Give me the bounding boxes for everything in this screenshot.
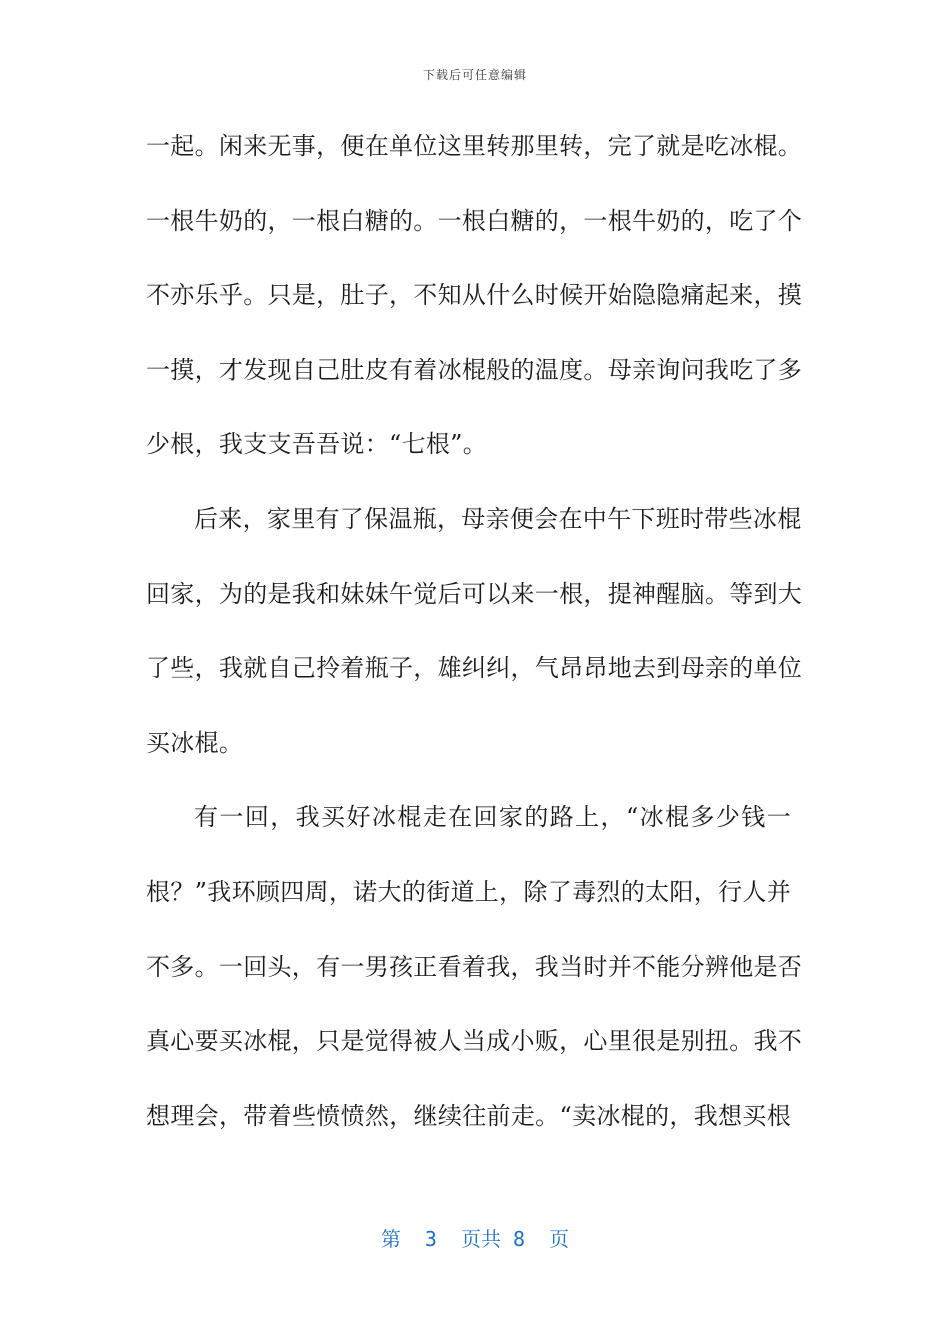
text-line: 了些，我就自己拎着瓶子，雄纠纠，气昂昂地去到母亲的单位 <box>146 654 803 683</box>
paragraph-first-line: 有一回，我买好冰棍走在回家的路上，“冰棍多少钱一 <box>194 803 791 832</box>
text-line: 回家，为的是我和妹妹午觉后可以来一根，提神醒脑。等到大 <box>146 579 803 608</box>
page-number-footer: 第 3 页共 8 页 <box>380 1227 570 1251</box>
text-line: 不亦乐乎。只是，肚子，不知从什么时候开始隐隐痛起来，摸 <box>146 281 803 310</box>
text-line: 想理会，带着些愤愤然，继续往前走。“卖冰棍的，我想买根 <box>146 1101 791 1130</box>
text-line: 不多。一回头，有一男孩正看着我，我当时并不能分辨他是否 <box>146 952 803 981</box>
text-line: 一起。闲来无事，便在单位这里转那里转，完了就是吃冰棍。 <box>146 132 803 160</box>
text-line: 买冰棍。 <box>146 728 244 757</box>
paragraph-first-line: 后来，家里有了保温瓶，母亲便会在中午下班时带些冰棍 <box>194 504 802 533</box>
text-line: 根？”我环顾四周，诺大的街道上，除了毒烈的太阳，行人并 <box>146 877 791 906</box>
text-line: 一根牛奶的，一根白糖的。一根白糖的，一根牛奶的，吃了个 <box>146 206 803 235</box>
page-header-note: 下载后可任意编辑 <box>422 68 527 82</box>
text-line: 真心要买冰棍，只是觉得被人当成小贩，心里很是别扭。我不 <box>146 1027 803 1056</box>
document-body <box>146 118 803 1162</box>
text-line: 一摸，才发现自己肚皮有着冰棍般的温度。母亲询问我吃了多 <box>146 355 803 384</box>
text-line: 少根，我支支吾吾说：“七根”。 <box>146 430 488 459</box>
